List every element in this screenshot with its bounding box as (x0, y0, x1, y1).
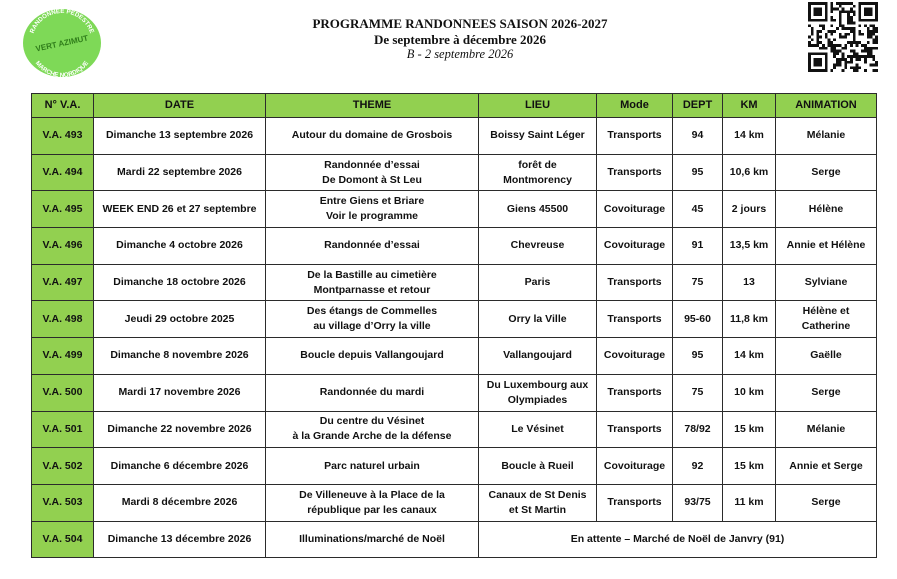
pending-note: En attente – Marché de Noël de Janvry (91) (479, 521, 877, 558)
dept-cell: 95 (673, 154, 723, 191)
km-cell: 13,5 km (723, 228, 776, 265)
lieu-cell: Canaux de St Denis et St Martin (479, 484, 597, 521)
document-title: PROGRAMME RANDONNEES SAISON 2026-2027 (312, 16, 608, 31)
animation-cell: Hélène (776, 191, 877, 228)
column-header-animation: ANIMATION (776, 94, 877, 118)
km-cell: 13 (723, 264, 776, 301)
animation-cell: Serge (776, 484, 877, 521)
date-cell: Dimanche 13 décembre 2026 (94, 521, 266, 558)
animation-cell: Serge (776, 154, 877, 191)
table-header-row (32, 94, 877, 118)
date-cell: Mardi 8 décembre 2026 (94, 484, 266, 521)
va-number: V.A. 495 (32, 191, 94, 228)
column-header-km: KM (723, 94, 776, 118)
dept-cell: 95-60 (673, 301, 723, 338)
km-cell: 11 km (723, 484, 776, 521)
date-cell: Mardi 17 novembre 2026 (94, 374, 266, 411)
theme-cell: De Villeneuve à la Place de la république par les canaux (266, 484, 479, 521)
dept-cell: 45 (673, 191, 723, 228)
km-cell: 10,6 km (723, 154, 776, 191)
km-cell: 14 km (723, 338, 776, 375)
table-row (32, 374, 877, 411)
animation-cell: Hélène et Catherine (776, 301, 877, 338)
table-row (32, 191, 877, 228)
mode-cell: Transports (597, 484, 673, 521)
va-number: V.A. 498 (32, 301, 94, 338)
va-number: V.A. 494 (32, 154, 94, 191)
document-subtitle: De septembre à décembre 2026 (373, 32, 547, 47)
date-cell: Dimanche 18 octobre 2026 (94, 264, 266, 301)
animation-cell: Mélanie (776, 411, 877, 448)
date-cell: Dimanche 22 novembre 2026 (94, 411, 266, 448)
lieu-cell: Paris (479, 264, 597, 301)
theme-cell: Illuminations/marché de Noël (266, 521, 479, 558)
lieu-cell: Boucle à Rueil (479, 448, 597, 485)
date-cell: Dimanche 13 septembre 2026 (94, 118, 266, 155)
mode-cell: Transports (597, 301, 673, 338)
date-cell: Jeudi 29 octobre 2025 (94, 301, 266, 338)
mode-cell: Transports (597, 374, 673, 411)
dept-cell: 75 (673, 264, 723, 301)
table-row (32, 448, 877, 485)
theme-cell: Entre Giens et Briare Voir le programme (266, 191, 479, 228)
date-cell: Dimanche 8 novembre 2026 (94, 338, 266, 375)
theme-cell: De la Bastille au cimetière Montparnasse et retour (266, 264, 479, 301)
theme-cell: Randonnée d’essai (266, 228, 479, 265)
km-cell: 14 km (723, 118, 776, 155)
date-cell: Dimanche 6 décembre 2026 (94, 448, 266, 485)
table-row (32, 154, 877, 191)
animation-cell: Sylviane (776, 264, 877, 301)
va-number: V.A. 497 (32, 264, 94, 301)
lieu-cell: Boissy Saint Léger (479, 118, 597, 155)
animation-cell: Annie et Hélène (776, 228, 877, 265)
theme-cell: Boucle depuis Vallangoujard (266, 338, 479, 375)
mode-cell: Covoiturage (597, 448, 673, 485)
km-cell: 2 jours (723, 191, 776, 228)
column-header-va: N° V.A. (32, 94, 94, 118)
va-number: V.A. 500 (32, 374, 94, 411)
column-header-dept: DEPT (673, 94, 723, 118)
table-row (32, 118, 877, 155)
table-row (32, 264, 877, 301)
mode-cell: Covoiturage (597, 338, 673, 375)
document-header (250, 16, 670, 62)
logo-top-text: RANDONNEE PEDESTRE (28, 7, 96, 35)
mode-cell: Transports (597, 118, 673, 155)
mode-cell: Transports (597, 264, 673, 301)
theme-cell: Randonnée d’essai De Domont à St Leu (266, 154, 479, 191)
va-number: V.A. 499 (32, 338, 94, 375)
mode-cell: Transports (597, 154, 673, 191)
mode-cell: Covoiturage (597, 191, 673, 228)
va-number: V.A. 496 (32, 228, 94, 265)
date-cell: Mardi 22 septembre 2026 (94, 154, 266, 191)
table-row (32, 411, 877, 448)
lieu-cell: Giens 45500 (479, 191, 597, 228)
table-row-last (32, 521, 877, 558)
theme-cell: Autour du domaine de Grosbois (266, 118, 479, 155)
theme-cell: Des étangs de Commelles au village d’Orry la ville (266, 301, 479, 338)
table-row (32, 301, 877, 338)
va-number: V.A. 503 (32, 484, 94, 521)
lieu-cell: Orry la Ville (479, 301, 597, 338)
animation-cell: Gaëlle (776, 338, 877, 375)
qr-code[interactable] (808, 2, 878, 72)
lieu-cell: Du Luxembourg aux Olympiades (479, 374, 597, 411)
mode-cell: Transports (597, 411, 673, 448)
column-header-mode: Mode (597, 94, 673, 118)
table-row (32, 484, 877, 521)
dept-cell: 95 (673, 338, 723, 375)
dept-cell: 75 (673, 374, 723, 411)
lieu-cell: Chevreuse (479, 228, 597, 265)
theme-cell: Randonnée du mardi (266, 374, 479, 411)
km-cell: 11,8 km (723, 301, 776, 338)
program-table (31, 93, 877, 558)
dept-cell: 93/75 (673, 484, 723, 521)
dept-cell: 78/92 (673, 411, 723, 448)
dept-cell: 92 (673, 448, 723, 485)
theme-cell: Parc naturel urbain (266, 448, 479, 485)
date-cell: Dimanche 4 octobre 2026 (94, 228, 266, 265)
va-number: V.A. 504 (32, 521, 94, 558)
document-edition: B - 2 septembre 2026 (406, 47, 514, 61)
km-cell: 10 km (723, 374, 776, 411)
animation-cell: Mélanie (776, 118, 877, 155)
lieu-cell: forêt de Montmorency (479, 154, 597, 191)
column-header-date: DATE (94, 94, 266, 118)
lieu-cell: Vallangoujard (479, 338, 597, 375)
dept-cell: 94 (673, 118, 723, 155)
va-number: V.A. 501 (32, 411, 94, 448)
va-number: V.A. 493 (32, 118, 94, 155)
logo-center-text: VERT AZIMUT (34, 33, 89, 54)
theme-cell: Du centre du Vésinet à la Grande Arche de la défense (266, 411, 479, 448)
animation-cell: Annie et Serge (776, 448, 877, 485)
va-number: V.A. 502 (32, 448, 94, 485)
column-header-theme: THEME (266, 94, 479, 118)
animation-cell: Serge (776, 374, 877, 411)
mode-cell: Covoiturage (597, 228, 673, 265)
logo-bottom-text: MARCHE NORDIQUE (33, 59, 91, 78)
table-row (32, 228, 877, 265)
club-logo (20, 6, 104, 78)
table-row (32, 338, 877, 375)
column-header-lieu: LIEU (479, 94, 597, 118)
km-cell: 15 km (723, 411, 776, 448)
km-cell: 15 km (723, 448, 776, 485)
lieu-cell: Le Vésinet (479, 411, 597, 448)
date-cell: WEEK END 26 et 27 septembre (94, 191, 266, 228)
dept-cell: 91 (673, 228, 723, 265)
